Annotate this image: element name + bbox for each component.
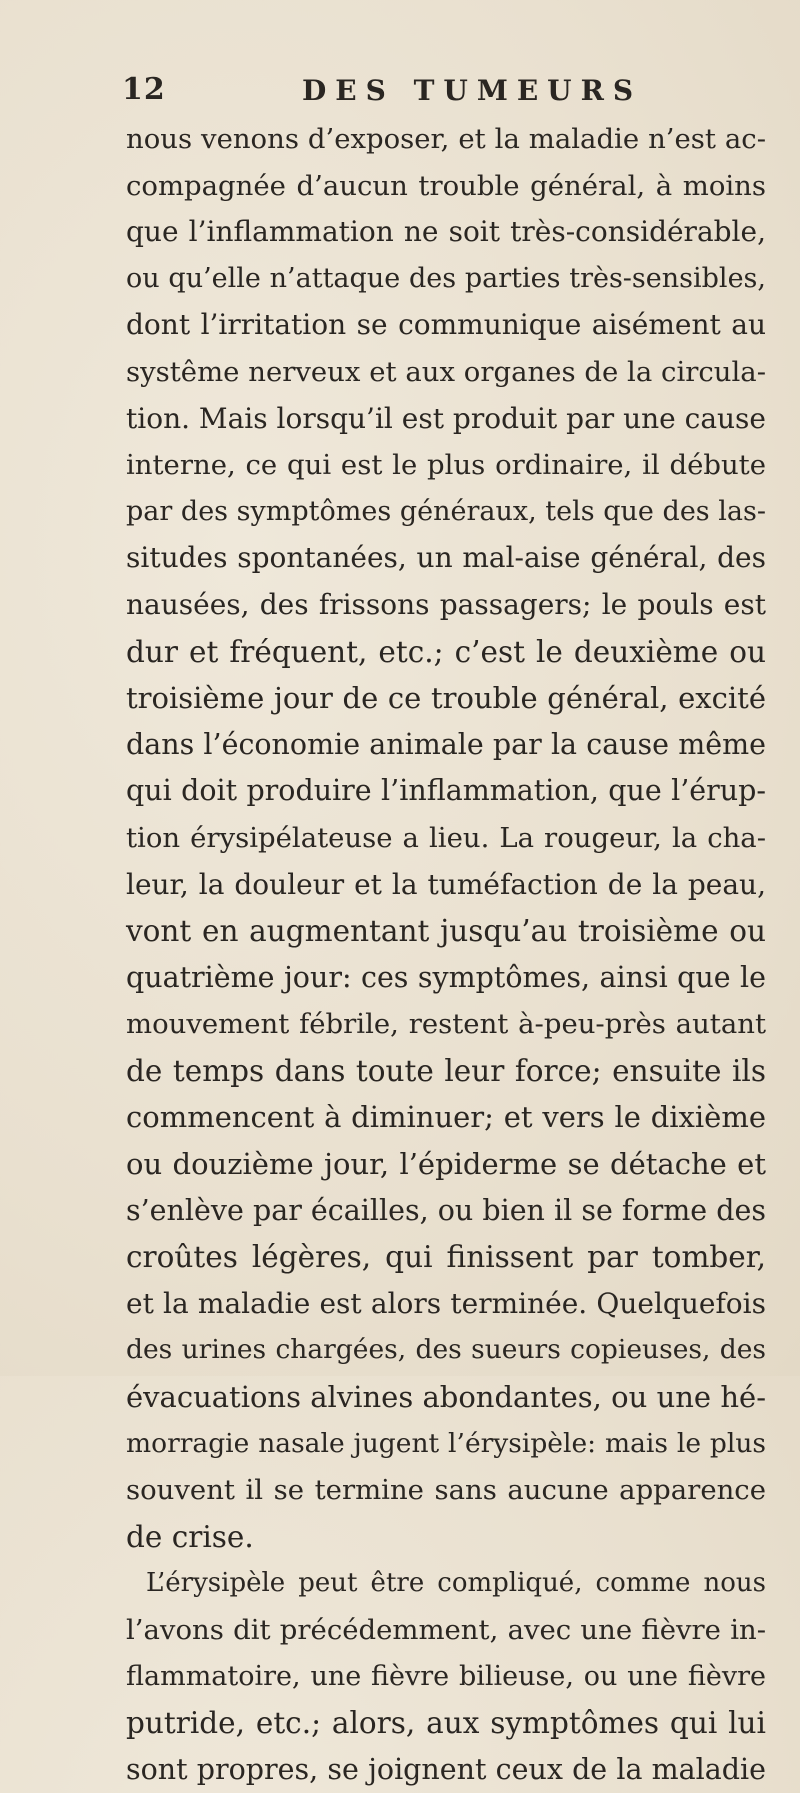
text-line: interne, ce qui est le plus ordinaire, il débute (126, 449, 766, 482)
text-line: tion. Mais lorsqu’il est produit par une cause (126, 401, 766, 435)
text-line: dans l’économie animale par la cause même (126, 727, 766, 761)
text-line: dont l’irritation se communique aisément au (126, 308, 766, 342)
text-line: putride, etc.; alors, aux symptômes qui lui (126, 1706, 766, 1741)
text-line: par des symptômes généraux, tels que des las- (126, 495, 766, 527)
text-line: dur et fréquent, etc.; c’est le deuxième ou (126, 634, 766, 669)
text-line: systême nerveux et aux organes de la circula- (126, 355, 766, 388)
text-line: nous venons d’exposer, et la maladie n’est ac- (126, 123, 766, 155)
text-line: ou qu’elle n’attaque des parties très-sensibles, (126, 262, 766, 294)
text-line: de temps dans toute leur force; ensuite ils (126, 1053, 766, 1088)
text-line: flammatoire, une fièvre bilieuse, ou une fièvre (126, 1660, 766, 1692)
running-head (122, 72, 762, 112)
text-line: s’enlève par écailles, ou bien il se forme des (126, 1193, 766, 1227)
text-line: sont propres, se joignent ceux de la maladie (126, 1752, 766, 1786)
text-line: quatrième jour: ces symptômes, ainsi que le (126, 960, 766, 994)
text-line: nausées, des frissons passagers; le pouls est (126, 587, 766, 621)
text-line: morragie nasale jugent l’érysipèle: mais le plus (126, 1427, 766, 1459)
text-line: des urines chargées, des sueurs copieuses, des (126, 1334, 766, 1366)
text-line: évacuations alvines abondantes, ou une hé- (126, 1380, 766, 1415)
running-title: DES TUMEURS (302, 74, 643, 107)
text-line: de crise. (126, 1519, 254, 1554)
text-line: croûtes légères, qui finissent par tomber, (126, 1240, 766, 1275)
text-line: ou douzième jour, l’épiderme se détache et (126, 1147, 766, 1182)
text-line: leur, la douleur et la tuméfaction de la peau, (126, 867, 766, 901)
body-text (126, 116, 766, 1793)
text-line: tion érysipélateuse a lieu. La rougeur, la cha- (126, 821, 766, 854)
text-line: que l’inflammation ne soit très-considérable, (126, 215, 766, 249)
text-line: commencent à diminuer; et vers le dixième (126, 1100, 766, 1135)
text-line: et la maladie est alors terminée. Quelquefois (126, 1286, 766, 1320)
text-line: qui doit produire l’inflammation, que l’érup- (126, 774, 766, 808)
text-line: vont en augmentant jusqu’au troisième ou (126, 914, 766, 949)
text-line: compagnée d’aucun trouble général, à moins (126, 169, 766, 202)
text-line: L’érysipèle peut être compliqué, comme nous (146, 1568, 766, 1599)
text-line: situdes spontanées, un mal-aise général, des (126, 541, 766, 575)
text-line: troisième jour de ce trouble général, excité (126, 681, 766, 716)
text-line: l’avons dit précédemment, avec une fièvre in- (126, 1614, 766, 1646)
text-line: souvent il se termine sans aucune apparence (126, 1474, 766, 1507)
text-line: mouvement fébrile, restent à-peu-près autant (126, 1008, 766, 1041)
page-number: 12 (122, 72, 166, 107)
